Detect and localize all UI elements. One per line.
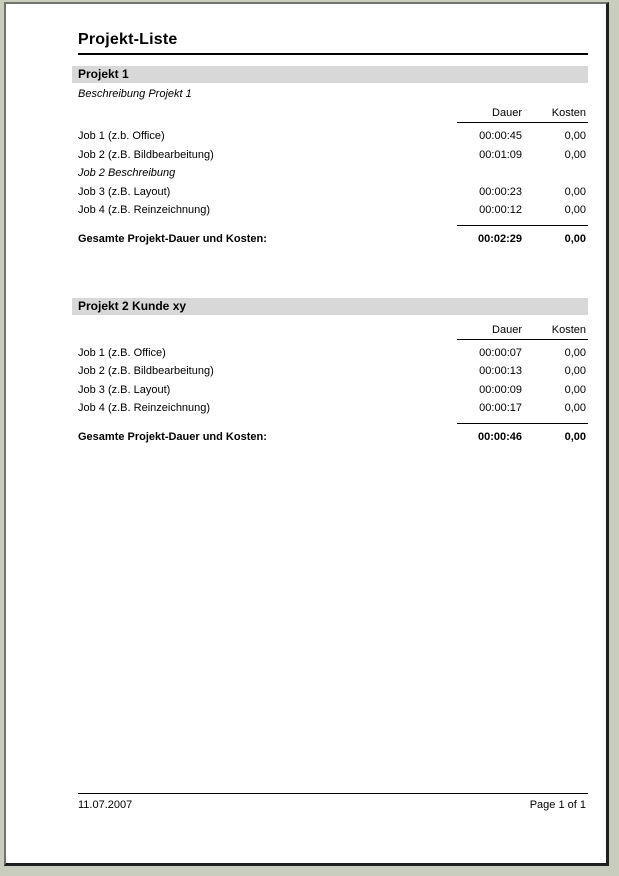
- footer-page-number: Page 1 of 1: [529, 799, 586, 811]
- job-dauer: 00:00:07: [479, 346, 522, 359]
- project-section-1: [72, 66, 588, 253]
- job-description: Job 2 Beschreibung: [78, 167, 176, 180]
- job-label: Job 1 (z.B. Office): [78, 346, 166, 359]
- job-kosten: 0,00: [564, 148, 586, 161]
- section-gap: [72, 253, 588, 287]
- report-page: [4, 2, 609, 866]
- column-header-row: [72, 323, 588, 337]
- job-row: [72, 183, 588, 202]
- job-row: [72, 146, 588, 165]
- total-kosten: 0,00: [564, 233, 586, 245]
- page-title: Projekt-Liste: [78, 31, 178, 48]
- job-row: [72, 399, 588, 418]
- job-dauer: 00:00:13: [479, 365, 522, 378]
- job-kosten: 0,00: [564, 365, 586, 378]
- job-kosten: 0,00: [564, 346, 586, 359]
- column-header-dauer: Dauer: [492, 107, 522, 119]
- job-label: Job 1 (z.b. Office): [78, 130, 165, 143]
- job-kosten: 0,00: [564, 402, 586, 415]
- job-label: Job 4 (z.B. Reinzeichnung): [78, 402, 211, 415]
- column-header-row: [72, 106, 588, 120]
- project-total-row: [72, 424, 588, 451]
- project-header: Projekt 2 Kunde xy: [72, 298, 588, 315]
- column-header-kosten: Kosten: [551, 323, 586, 336]
- job-dauer: 00:00:12: [479, 204, 522, 217]
- job-kosten: 0,00: [564, 204, 586, 217]
- job-rows: [72, 344, 588, 418]
- job-dauer: 00:00:23: [479, 185, 522, 198]
- job-dauer: 00:00:09: [479, 383, 522, 396]
- total-label: Gesamte Projekt-Dauer und Kosten:: [78, 431, 267, 443]
- job-row: [72, 344, 588, 363]
- job-label: Job 2 (z.B. Bildbearbeitung): [78, 365, 214, 378]
- job-kosten: 0,00: [564, 130, 586, 143]
- project-total-row: [72, 226, 588, 253]
- page-footer: [72, 793, 588, 812]
- job-row: [72, 127, 588, 146]
- column-header-dauer: Dauer: [492, 323, 522, 336]
- title-divider: [78, 53, 588, 55]
- job-kosten: 0,00: [564, 383, 586, 396]
- job-row: [72, 201, 588, 220]
- report-content: [72, 4, 588, 451]
- total-kosten: 0,00: [564, 431, 586, 443]
- job-label: Job 3 (z.B. Layout): [78, 185, 171, 198]
- total-dauer: 00:02:29: [477, 233, 522, 245]
- project-header: Projekt 1: [72, 66, 588, 83]
- job-dauer: 00:00:45: [479, 130, 522, 143]
- column-headers: [457, 324, 588, 336]
- job-dauer: 00:00:17: [479, 402, 522, 415]
- total-dauer: 00:00:46: [477, 431, 522, 443]
- job-rows: [72, 127, 588, 220]
- job-row: [72, 362, 588, 381]
- footer-divider: [78, 793, 588, 794]
- job-label: Job 2 (z.B. Bildbearbeitung): [78, 148, 214, 161]
- column-header-kosten: Kosten: [551, 107, 586, 119]
- total-label: Gesamte Projekt-Dauer und Kosten:: [78, 233, 267, 245]
- job-label: Job 4 (z.B. Reinzeichnung): [78, 204, 211, 217]
- project-section-2: [72, 298, 588, 451]
- job-dauer: 00:01:09: [479, 148, 522, 161]
- job-row: [72, 381, 588, 400]
- job-description-row: [72, 164, 588, 183]
- column-header-divider: [457, 339, 588, 340]
- footer-date: 11.07.2007: [78, 799, 133, 811]
- column-header-divider: [457, 122, 588, 123]
- job-label: Job 3 (z.B. Layout): [78, 383, 171, 396]
- project-description: Beschreibung Projekt 1: [78, 88, 192, 100]
- job-kosten: 0,00: [564, 185, 586, 198]
- column-headers: [457, 107, 588, 119]
